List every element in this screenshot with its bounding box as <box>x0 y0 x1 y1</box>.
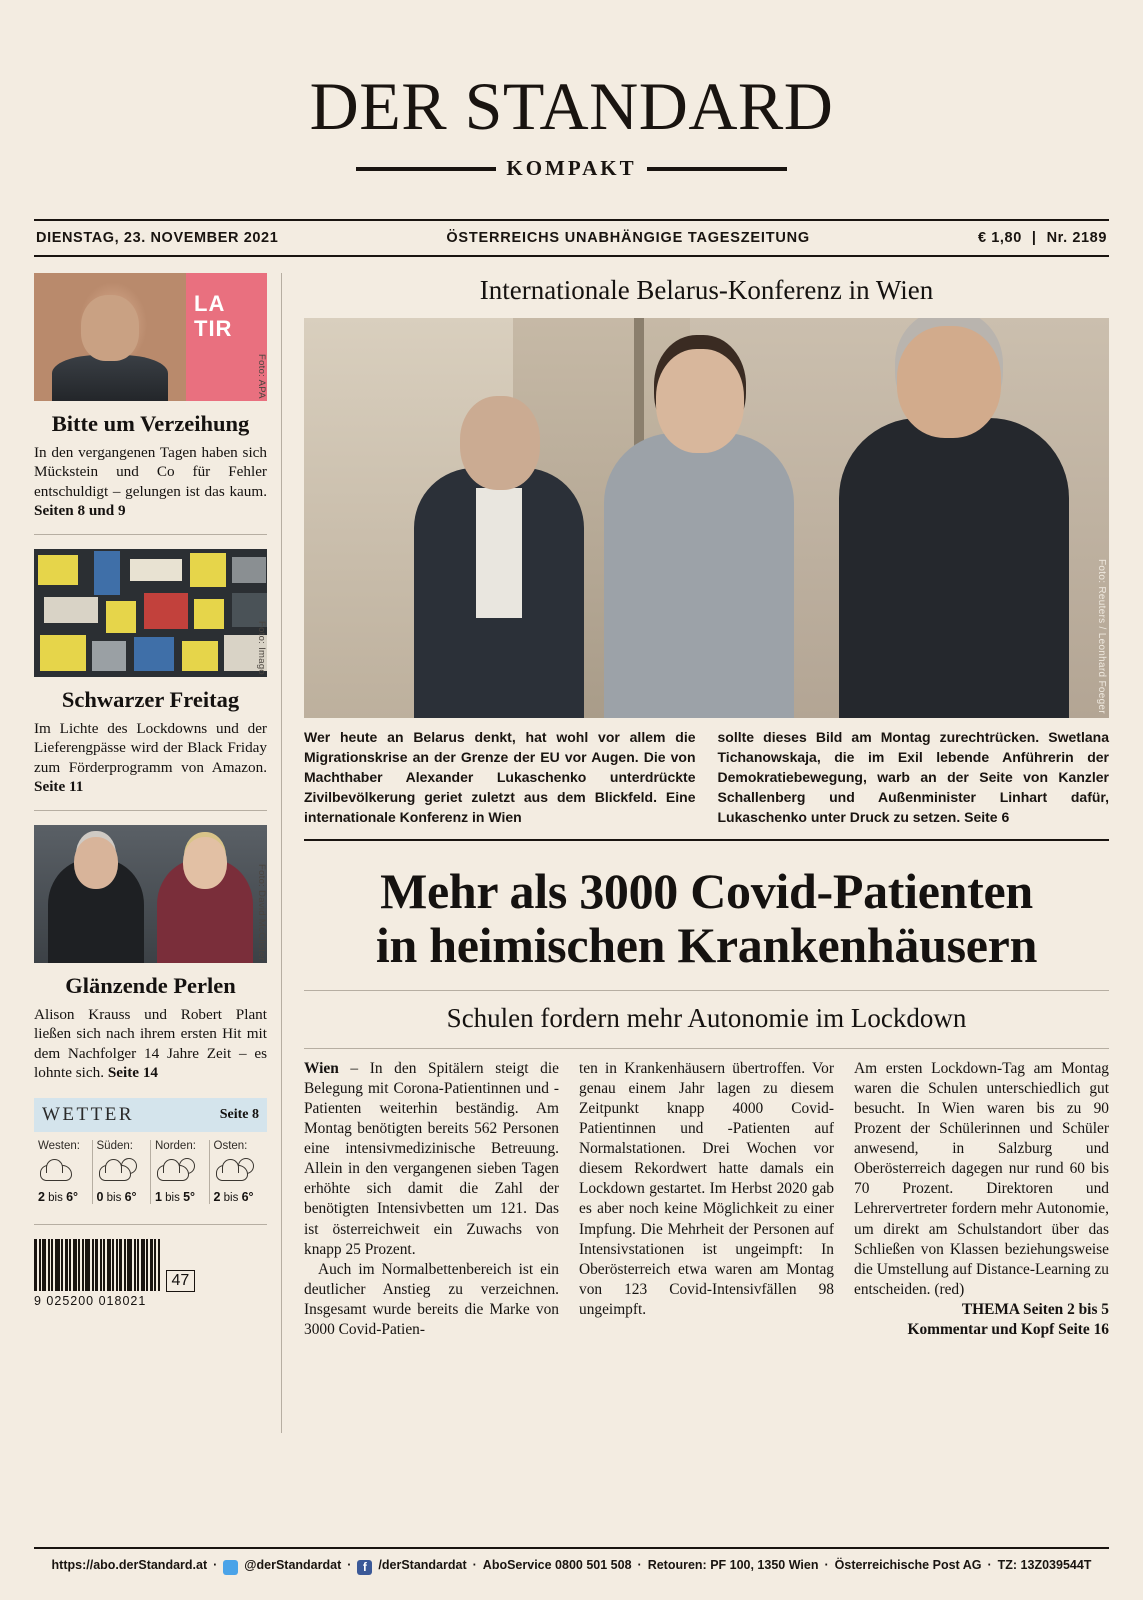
weather-temp <box>38 1190 88 1204</box>
article-column-2 <box>579 1059 834 1339</box>
weather-page-ref[interactable]: Seite 8 <box>219 1107 259 1123</box>
price: € 1,80 <box>977 230 1022 246</box>
temp-low: 0 <box>96 1190 104 1205</box>
weather-region: Osten: <box>213 1140 248 1153</box>
weather-temp <box>97 1190 147 1204</box>
photo-credit: Foto: David McClister <box>256 863 267 961</box>
kompakt-rule-left <box>356 167 496 171</box>
headline-divider <box>304 990 1109 991</box>
teaser-body: In den vergangenen Tagen haben sich Mückstein und Co für Fehler entschuldigt – gelungen ist das kaum. <box>34 444 267 500</box>
teaser-title: Schwarzer Freitag <box>61 686 240 712</box>
main-headline <box>304 865 1109 972</box>
article-paragraph: Am ersten Lockdown-Tag am Montag waren die Schulen unterschiedlich gut besucht. In Wien waren bis zu 90 Prozent der Schülerinnen und Schüler anwesend, in Salzburg und Oberösterreich dagegen nur rund 60 bis 70 Prozent. Direktoren und Lehrervertreter fordern mehr Autonomie, um direkt am Schulstandort über das Schließen von Klassen beziehungsweise die Umstellung auf Distance-Learning zu entscheiden. (red) <box>854 1060 1109 1298</box>
weather-header <box>34 1098 267 1132</box>
issue-code: 47 <box>166 1270 196 1292</box>
weather-temp <box>155 1190 205 1204</box>
caption-right: sollte dieses Bild am Montag zurechtrücken. Swetlana Tichanowskaja, die im Exil lebende Anführerin der Demokratiebewegung, warb an der Seite von Kanzler Schallenberg und Außenminister Linhart dafür, Lukaschenko unter Druck zu setzen. <box>717 729 1109 825</box>
temp-high: 6° <box>241 1190 254 1205</box>
weather-cell-westen <box>34 1140 93 1204</box>
article-ref-kommentar[interactable]: Kommentar und Kopf Seite 16 <box>907 1320 1109 1338</box>
barcode-area <box>34 1224 267 1308</box>
temp-low: 1 <box>155 1190 162 1205</box>
kompakt-row <box>34 156 1109 181</box>
headline-line-2: in heimischen Krankenhäusern <box>375 916 1038 973</box>
footer-url[interactable]: https://abo.derStandard.at <box>51 1557 208 1572</box>
photo-credit: Foto: Reuters / Leonhard Foeger <box>1096 559 1107 714</box>
caption-page-ref[interactable]: Seite 6 <box>964 808 1010 825</box>
temp-low: 2 <box>213 1190 221 1205</box>
twitter-icon[interactable] <box>223 1560 238 1575</box>
right-column <box>282 273 1109 1433</box>
teaser-image <box>34 549 267 677</box>
caption-left: Wer heute an Belarus denkt, hat wohl vor allem die Migrationskrise an der Grenze der EU vor Augen. Die von Machthaber Alexander Lukaschenko unterdrückte Zivilbevölkerung geriet zuletzt aus dem Blickfeld. Eine internationale Konferenz in Wien <box>304 729 696 825</box>
article-column-3 <box>854 1059 1109 1339</box>
issue-number: Nr. 2189 <box>1046 230 1107 246</box>
publication-date: DIENSTAG, 23. NOVEMBER 2021 <box>36 230 279 246</box>
person-schallenberg <box>414 468 584 718</box>
footer-post: Österreichische Post AG <box>834 1557 982 1572</box>
barcode-block <box>34 1239 160 1308</box>
weather-region: Norden: <box>155 1140 196 1153</box>
temp-sep: bis <box>165 1192 180 1205</box>
footer-bar <box>34 1547 1109 1572</box>
weather-region: Süden: <box>96 1140 133 1153</box>
article-ref-thema[interactable]: THEMA Seiten 2 bis 5 <box>961 1300 1109 1318</box>
weather-widget[interactable] <box>34 1098 267 1204</box>
divider <box>34 810 267 811</box>
footer-dot: · <box>347 1557 352 1572</box>
article-paragraph: Auch im Normalbettenbereich ist ein deutlicher Anstieg zu verzeichnen. Insgesamt wurde bereits die Marke von 3000 Covid-Patien- <box>304 1260 559 1338</box>
person-linhart <box>839 418 1069 718</box>
barcode <box>34 1239 160 1291</box>
teaser-body: Im Lichte des Lockdowns und der Lieferengpässe wird der Black Friday zum Förderprogramm von Amazon. <box>34 719 267 776</box>
duo-photo <box>34 825 267 963</box>
footer-dot: · <box>824 1557 829 1572</box>
footer-dot: · <box>213 1557 218 1572</box>
weather-grid <box>34 1140 267 1204</box>
weather-cell-sueden <box>93 1140 152 1204</box>
footer-dot: · <box>987 1557 992 1572</box>
teaser-page-ref[interactable]: Seiten 8 und 9 <box>34 502 126 520</box>
footer-aboservice: AboService 0800 501 508 <box>482 1557 632 1572</box>
sun-cloud-icon <box>97 1156 147 1186</box>
infobar <box>34 219 1109 257</box>
footer-dot: · <box>472 1557 477 1572</box>
footer-facebook[interactable]: /derStandardat <box>378 1557 467 1572</box>
weather-region: Westen: <box>38 1140 80 1153</box>
lead-caption <box>304 728 1109 841</box>
masthead <box>34 0 1109 181</box>
footer-retouren: Retouren: PF 100, 1350 Wien <box>647 1557 819 1572</box>
weather-cell-osten <box>210 1140 268 1204</box>
panel-text: LA TIR <box>194 291 233 342</box>
teaser-text <box>34 1005 267 1083</box>
dateline: Wien <box>304 1060 339 1078</box>
person-photo <box>34 273 186 401</box>
divider <box>34 534 267 535</box>
person-right <box>157 859 253 963</box>
portrait-photo <box>34 273 267 401</box>
teaser-text <box>34 443 267 521</box>
photo-credit: Foto: Imago <box>256 620 267 675</box>
main-subhead: Schulen fordern mehr Autonomie im Lockdown <box>446 1003 967 1034</box>
lead-photo <box>304 318 1109 718</box>
weather-temp <box>214 1190 264 1204</box>
facebook-icon[interactable]: f <box>357 1560 372 1575</box>
teaser-schwarzer-freitag[interactable] <box>34 549 267 811</box>
photo-credit: Foto: APA <box>256 354 267 399</box>
content-area <box>34 273 1109 1433</box>
infobar-right <box>978 230 1107 246</box>
footer-tz: TZ: 13Z039544T <box>997 1557 1092 1572</box>
teaser-body: Alison Krauss und Robert Plant ließen sich nach ihrem ersten Hit mit dem Nachfolger 14 Jahre Zeit – es lohnte sich. <box>34 1005 267 1081</box>
teaser-glaenzende-perlen[interactable] <box>34 825 267 1083</box>
masthead-title: DER STANDARD <box>309 68 834 144</box>
footer-dot: · <box>637 1557 642 1572</box>
person-tichanowskaja <box>604 433 794 718</box>
teaser-text <box>34 719 267 797</box>
article-paragraph <box>304 1059 559 1259</box>
barcode-number: 9 025200 018021 <box>34 1294 147 1309</box>
sun-cloud-icon <box>214 1156 264 1186</box>
kompakt-label: KOMPAKT <box>506 156 637 180</box>
kompakt-rule-right <box>647 167 787 171</box>
teaser-bitte-um-verzeihung[interactable] <box>34 273 267 535</box>
teaser-title: Bitte um Verzeihung <box>51 411 250 436</box>
temp-high: 5° <box>183 1190 196 1205</box>
caption-right-wrap <box>718 728 1110 827</box>
weather-title: WETTER <box>42 1104 135 1126</box>
infobar-separator: | <box>1031 230 1037 246</box>
article-column-1 <box>304 1059 559 1339</box>
headline-line-1: Mehr als 3000 Covid-Patienten <box>380 863 1033 920</box>
teaser-page-ref[interactable]: Seite 11 <box>34 778 84 796</box>
cloud-icon <box>38 1156 88 1186</box>
temp-high: 6° <box>66 1190 79 1205</box>
article-body <box>304 1048 1109 1339</box>
temp-high: 6° <box>124 1190 137 1205</box>
slogan: ÖSTERREICHS UNABHÄNGIGE TAGESZEITUNG <box>446 230 810 246</box>
article-paragraph: ten in Krankenhäusern übertroffen. Vor genau einem Jahr lagen zu diesem Zeitpunkt knapp 4000 Covid-Patientinnen und -Patienten auf Normalstationen. Drei Wochen vor diesem Rekordwert hatte damals ein Lockdown gestartet. Im Herbst 2020 gab es aber noch keine Möglichkeit zu einer Impfung. Die Mehrheit der Personen auf Intensivstationen ist ungeimpft: In Oberösterreich etwa waren am Montag von 123 Covid-Intensivfällen 98 ungeimpft. <box>579 1060 834 1318</box>
paragraph-text: – In den Spitälern steigt die Belegung mit Corona-Patientinnen und -Patienten weiterhin beständig. Am Montag benötigten bereits 562 Personen eine intensivmedizinische Betreuung. Allein in den vergangenen sieben Tagen erhöhte sich damit die Zahl der benötigten Intensivbetten um 121. Das ist österreichweit ein Zuwachs von knapp 25 Prozent. <box>304 1060 559 1258</box>
teaser-image <box>34 273 267 401</box>
temp-sep: bis <box>223 1192 239 1205</box>
sun-cloud-icon <box>155 1156 205 1186</box>
person-left <box>48 859 144 963</box>
temp-low: 2 <box>38 1190 45 1205</box>
teaser-title: Glänzende Perlen <box>65 972 236 998</box>
lead-kicker: Internationale Belarus-Konferenz in Wien <box>479 275 934 305</box>
temp-sep: bis <box>48 1192 63 1205</box>
left-column <box>34 273 282 1433</box>
footer-twitter[interactable]: @derStandardat <box>244 1557 342 1572</box>
weather-cell-norden <box>151 1140 210 1204</box>
temp-sep: bis <box>106 1192 122 1205</box>
aerial-photo <box>34 549 267 677</box>
teaser-image <box>34 825 267 963</box>
teaser-page-ref[interactable]: Seite 14 <box>107 1063 159 1081</box>
